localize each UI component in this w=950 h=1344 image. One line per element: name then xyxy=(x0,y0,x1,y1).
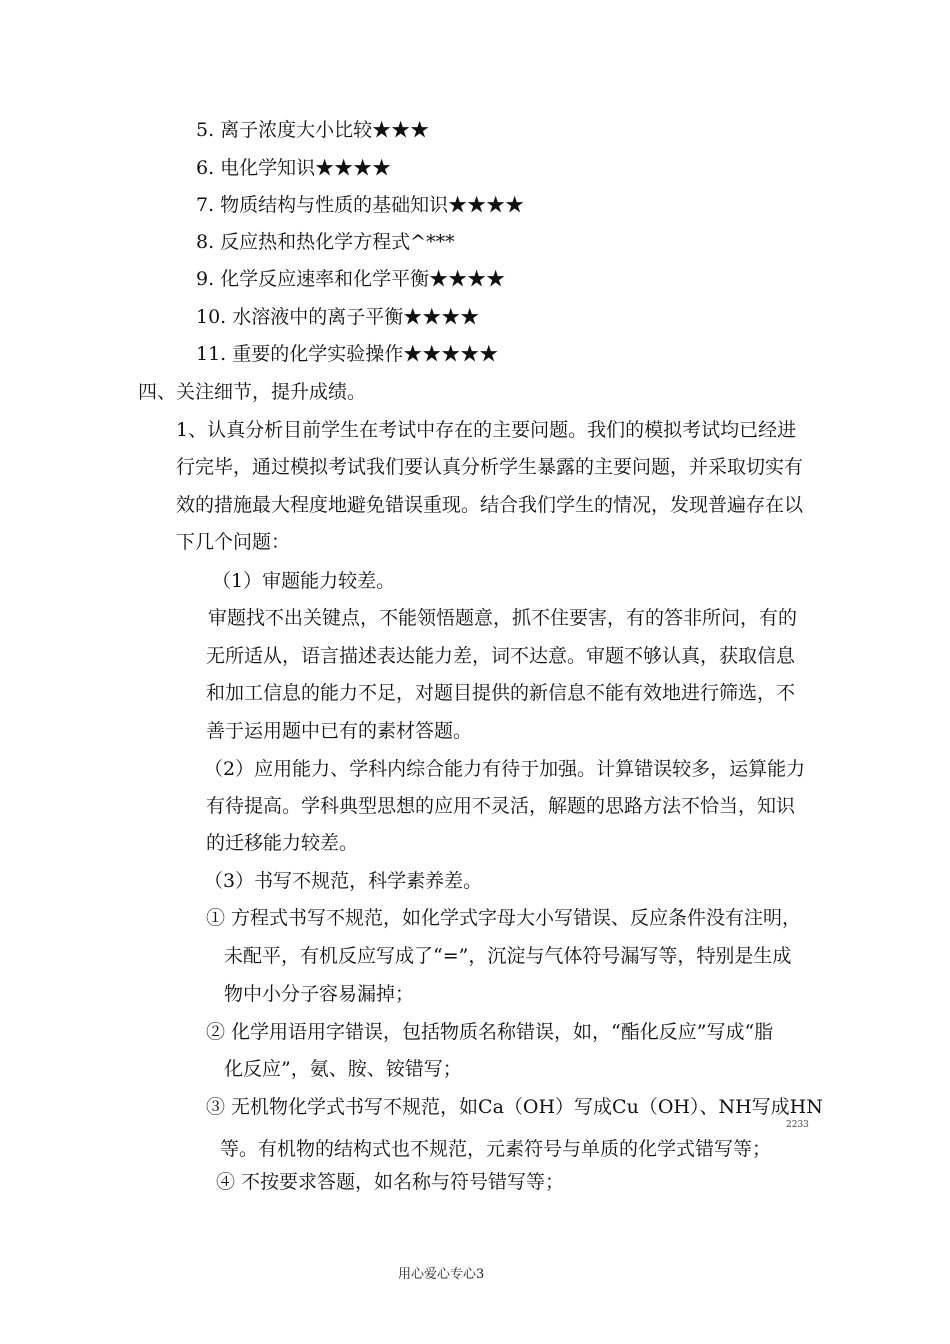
paragraph-line: 和加工信息的能力不足，对题目提供的新信息不能有效地进行筛选，不 xyxy=(206,682,796,704)
paragraph-line: ③ 无机物化学式书写不规范，如Ca（OH）写成Cu（OH）、NH写成HN xyxy=(206,1096,823,1118)
list-item: 10. 水溶液中的离子平衡★★★★ xyxy=(196,306,480,328)
subscript-note: 2233 xyxy=(786,1120,809,1130)
paragraph-line: 等。有机物的结构式也不规范，元素符号与单质的化学式错写等； xyxy=(220,1138,772,1160)
paragraph-line: 行完毕，通过模拟考试我们要认真分析学生暴露的主要问题，并采取切实有 xyxy=(176,456,804,478)
problem-title: （1）审题能力较差。 xyxy=(212,570,396,592)
list-item: 6. 电化学知识★★★★ xyxy=(196,157,392,179)
page-footer: 用心爱心专心3 xyxy=(398,1267,485,1282)
list-item: 9. 化学反应速率和化学平衡★★★★ xyxy=(196,268,506,290)
list-item: 11. 重要的化学实验操作★★★★★ xyxy=(196,343,499,365)
list-item: 5. 离子浓度大小比较★★★ xyxy=(196,119,430,141)
problem-title: （3）书写不规范，科学素养差。 xyxy=(204,870,483,892)
paragraph-line: ② 化学用语用字错误，包括物质名称错误，如，“酯化反应”写成“脂 xyxy=(206,1021,774,1043)
paragraph-line: 下几个问题： xyxy=(176,531,291,553)
paragraph-line: 审题找不出关键点，不能领悟题意，抓不住要害，有的答非所问，有的 xyxy=(208,607,798,629)
paragraph-line: 有待提高。学科典型思想的应用不灵活，解题的思路方法不恰当，知识 xyxy=(206,795,796,817)
paragraph-line: 善于运用题中已有的素材答题。 xyxy=(206,720,473,742)
paragraph-line: 无所适从，语言描述表达能力差，词不达意。审题不够认真，获取信息 xyxy=(206,645,796,667)
section-heading: 四、关注细节，提升成绩。 xyxy=(138,381,367,403)
paragraph-line: 化反应”，氨、胺、铵错写； xyxy=(224,1058,462,1080)
paragraph-line: 物中小分子容易漏掉； xyxy=(224,983,415,1005)
paragraph-line: ④ 不按要求答题，如名称与符号错写等； xyxy=(216,1171,565,1193)
list-item: 8. 反应热和热化学方程式^*** xyxy=(196,231,455,253)
paragraph-line: ① 方程式书写不规范，如化学式字母大小写错误、反应条件没有注明， xyxy=(206,907,802,929)
paragraph-line: 未配平，有机反应写成了“=”，沉淀与气体符号漏写等，特别是生成 xyxy=(224,945,792,967)
paragraph-line: 1、认真分析目前学生在考试中存在的主要问题。我们的模拟考试均已经进 xyxy=(176,419,797,441)
paragraph-line: （2）应用能力、学科内综合能力有待于加强。计算错误较多，运算能力 xyxy=(204,758,806,780)
list-item: 7. 物质结构与性质的基础知识★★★★ xyxy=(196,194,525,216)
paragraph-line: 效的措施最大程度地避免错误重现。结合我们学生的情况，发现普遍存在以 xyxy=(176,494,804,516)
paragraph-line: 的迁移能力较差。 xyxy=(206,832,359,854)
